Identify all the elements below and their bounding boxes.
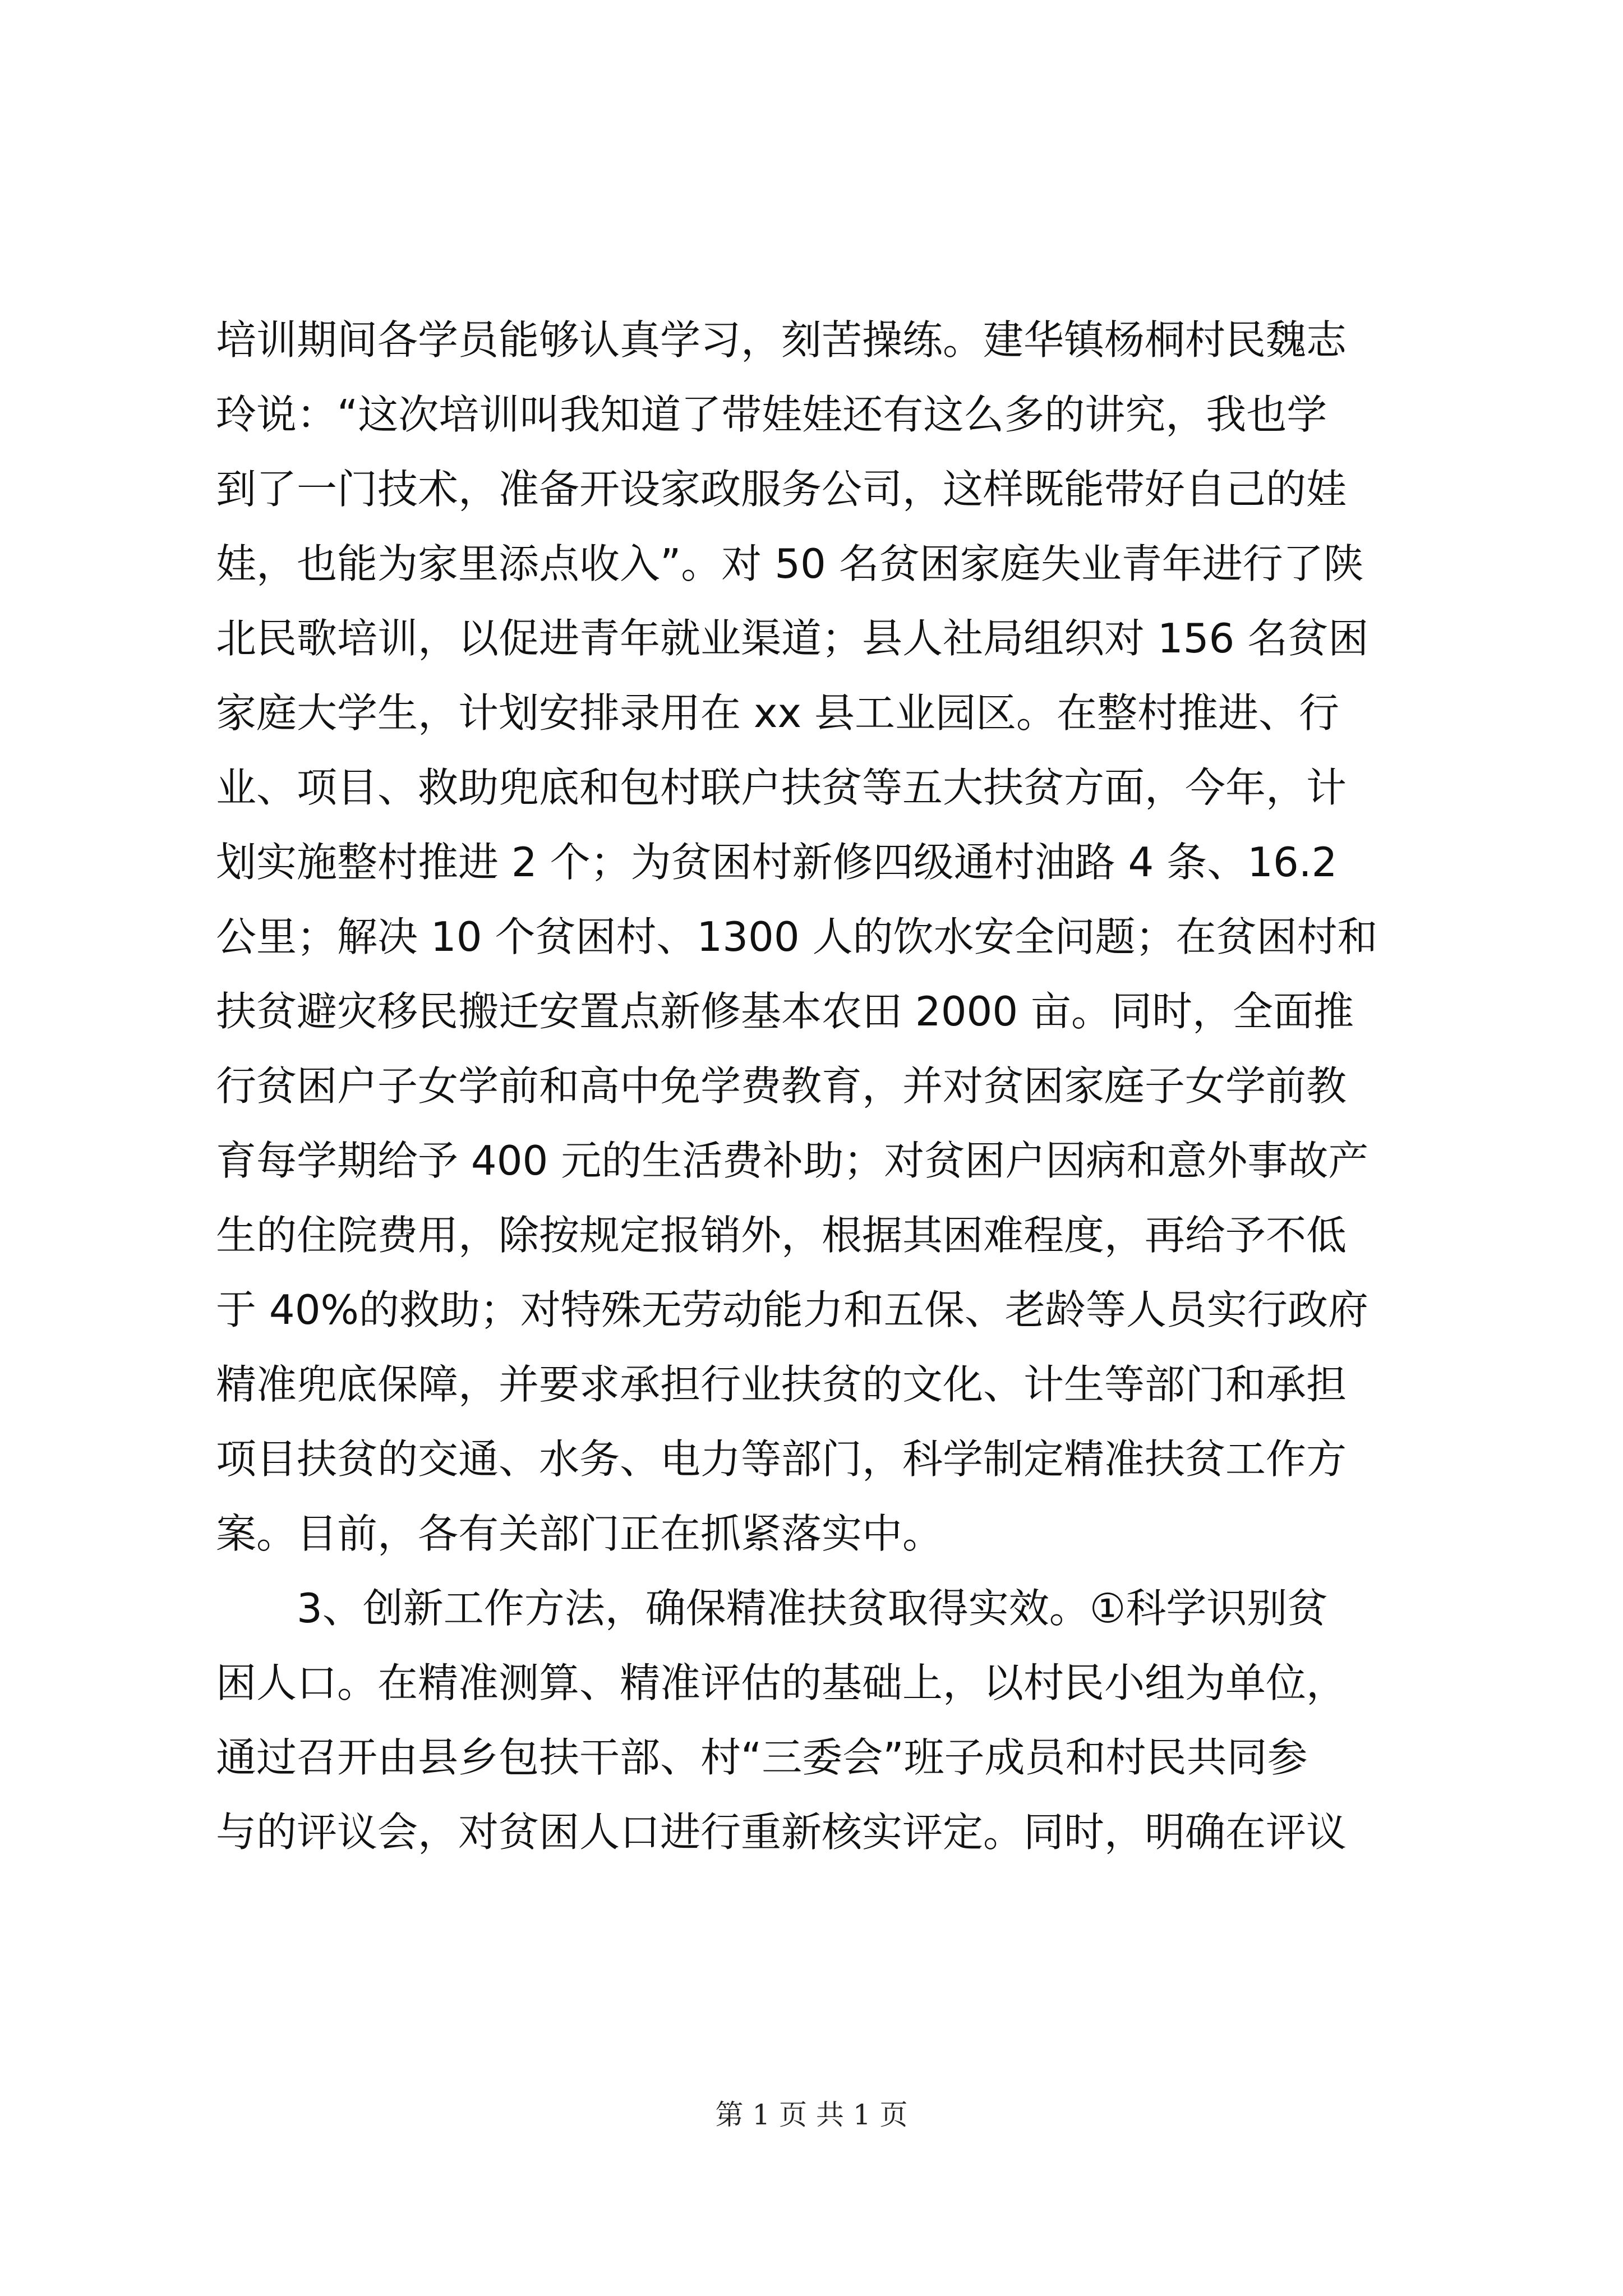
text-line: 3、创新工作方法，确保精准扶贫取得实效。①科学识别贫	[216, 1585, 1328, 1632]
text-line: 生的住院费用，除按规定报销外，根据其困难程度，再给予不低	[216, 1212, 1347, 1259]
text-line: 育每学期给予 400 元的生活费补助；对贫困户因病和意外事故产	[216, 1137, 1369, 1184]
text-line: 案。目前，各有关部门正在抓紧落实中。	[216, 1510, 943, 1557]
text-line: 扶贫避灾移民搬迁安置点新修基本农田 2000 亩。同时，全面推	[216, 988, 1354, 1035]
text-line: 北民歌培训，以促进青年就业渠道；县人社局组织对 156 名贫困	[216, 615, 1369, 662]
text-line: 于 40%的救助；对特殊无劳动能力和五保、老龄等人员实行政府	[216, 1286, 1368, 1333]
page-number-footer: 第 1 页 共 1 页	[715, 2099, 908, 2131]
text-line: 划实施整村推进 2 个；为贫困村新修四级通村油路 4 条、16.2	[216, 839, 1338, 886]
text-line: 培训期间各学员能够认真学习，刻苦操练。建华镇杨桐村民魏志	[216, 316, 1347, 364]
text-line: 精准兜底保障，并要求承担行业扶贫的文化、计生等部门和承担	[216, 1361, 1347, 1408]
text-line: 与的评议会，对贫困人口进行重新核实评定。同时，明确在评议	[216, 1809, 1347, 1856]
text-line: 玲说：“这次培训叫我知道了带娃娃还有这么多的讲究，我也学	[216, 391, 1327, 438]
text-line: 娃，也能为家里添点收入”。对 50 名贫困家庭失业青年进行了陕	[216, 540, 1364, 587]
text-line: 公里；解决 10 个贫困村、1300 人的饮水安全问题；在贫困村和	[216, 913, 1378, 960]
text-line: 困人口。在精准测算、精准评估的基础上，以村民小组为单位，	[216, 1659, 1347, 1706]
text-line: 业、项目、救助兜底和包村联户扶贫等五大扶贫方面，今年，计	[216, 764, 1347, 811]
text-line: 到了一门技术，准备开设家政服务公司，这样既能带好自己的娃	[216, 466, 1347, 513]
text-line: 家庭大学生，计划安排录用在 xx 县工业园区。在整村推进、行	[216, 689, 1339, 737]
text-line: 行贫困户子女学前和高中免学费教育，并对贫困家庭子女学前教	[216, 1062, 1347, 1110]
text-line: 通过召开由县乡包扶干部、村“三委会”班子成员和村民共同参	[216, 1734, 1308, 1781]
text-line: 项目扶贫的交通、水务、电力等部门，科学制定精准扶贫工作方	[216, 1435, 1347, 1483]
